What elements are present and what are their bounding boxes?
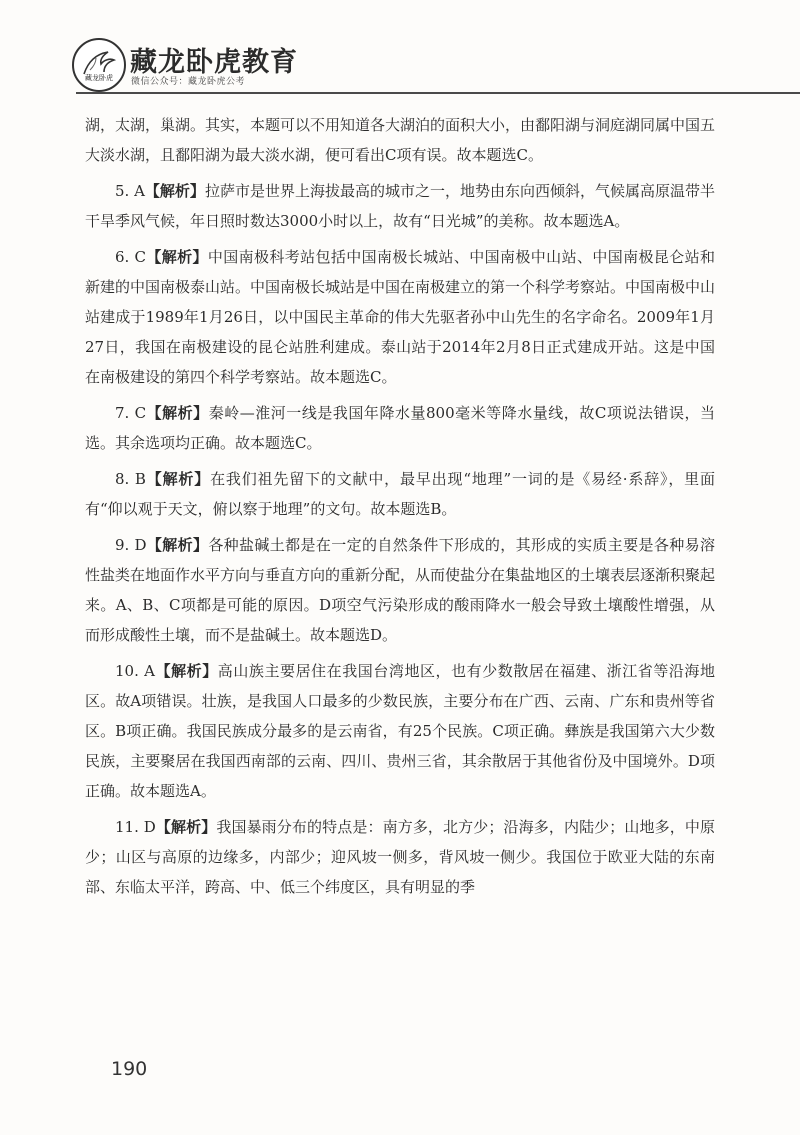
page-header — [0, 0, 800, 96]
answer-text: 我国暴雨分布的特点是：南方多，北方少；沿海多，内陆少；山地多，中原少；山区与高原的边缘多，内部少；迎风坡一侧多，背风坡一侧少。我国位于欧亚大陆的东南部、东临太平洋，跨高、中、低三个纬度区，具有明显的季 — [85, 818, 715, 896]
analysis-tag: 【解析】 — [146, 404, 209, 422]
logo-text: 藏龙卧虎 — [85, 74, 113, 82]
answer-number: 7. C — [115, 404, 147, 422]
answer-text: 中国南极科考站包括中国南极长城站、中国南极中山站、中国南极昆仑站和新建的中国南极泰山站。中国南极长城站是中国在南极建立的第一个科学考察站。中国南极中山站建成于1989年1月26日，以中国民主革命的伟大先驱者孙中山先生的名字命名。2009年1月27日，我国在南极建设的昆仑站胜利建成。泰山站于2014年2月8日正式建成开站。这是中国在南极建设的第四个科学考察站。故本题选C。 — [85, 248, 716, 386]
answer-number: 11. D — [115, 818, 156, 836]
brand-name: 藏龙卧虎教育 — [130, 47, 298, 78]
answer-text: 各种盐碱土都是在一定的自然条件下形成的，其形成的实质主要是各种易溶性盐类在地面作水平方向与垂直方向的重新分配，从而使盐分在集盐地区的土壤表层逐渐积聚起来。A、B、C项都是可能的原因。D项空气污染形成的酸雨降水一般会导致土壤酸性增强，从而形成酸性土壤，而不是盐碱土。故本题选D。 — [85, 536, 716, 644]
brand-tagline: 微信公众号：藏龙卧虎公考 — [131, 77, 246, 87]
analysis-tag: 【解析】 — [145, 470, 211, 488]
answer-text: 高山族主要居住在我国台湾地区，也有少数散居在福建、浙江省等沿海地区。故A项错误。壮族，是我国人口最多的少数民族，主要分布在广西、云南、广东和贵州等省区。B项正确。我国民族成分最多的是云南省，有25个民族。C项正确。彝族是我国第六大少数民族，主要聚居在我国西南部的云南、四川、贵州三省，其余散居于其他省份及中国境外。D项正确。故本题选A。 — [85, 662, 715, 800]
answer-paragraph — [85, 398, 715, 458]
answer-number: 6. C — [115, 248, 146, 266]
page-number: 190 — [111, 1058, 148, 1080]
answer-paragraph — [85, 464, 715, 524]
answer-text: 秦岭—淮河一线是我国年降水量800毫米等降水量线，故C项说法错误，当选。其余选项均正确。故本题选C。 — [85, 404, 715, 452]
analysis-tag: 【解析】 — [155, 662, 218, 680]
header-divider — [76, 92, 800, 94]
answer-number: 8. B — [115, 470, 146, 488]
answer-paragraph — [85, 530, 715, 650]
answer-number: 9. D — [115, 536, 147, 554]
logo — [72, 38, 126, 92]
page-content — [85, 110, 715, 908]
analysis-tag: 【解析】 — [144, 182, 205, 200]
analysis-tag: 【解析】 — [146, 536, 209, 554]
answer-text: 拉萨市是世界上海拔最高的城市之一，地势由东向西倾斜，气候属高原温带半干旱季风气候，年日照时数达3000小时以上，故有“日光城”的美称。故本题选A。 — [85, 182, 715, 230]
analysis-tag: 【解析】 — [155, 818, 217, 836]
answer-paragraph — [85, 242, 715, 392]
answer-number: 5. A — [115, 182, 145, 200]
answer-paragraph — [85, 110, 715, 170]
answer-text: 湖，太湖，巢湖。其实，本题可以不用知道各大湖泊的面积大小，由鄱阳湖与洞庭湖同属中国五大淡水湖，且鄱阳湖为最大淡水湖，便可看出C项有误。故本题选C。 — [85, 116, 716, 164]
answer-paragraph — [85, 656, 715, 806]
answer-paragraph — [85, 176, 715, 236]
answer-text: 在我们祖先留下的文献中，最早出现“地理”一词的是《易经·系辞》，里面有“仰以观于天文，俯以察于地理”的文句。故本题选B。 — [85, 470, 715, 518]
answer-number: 10. A — [115, 662, 156, 680]
analysis-tag: 【解析】 — [145, 248, 208, 266]
answer-paragraph — [85, 812, 715, 902]
